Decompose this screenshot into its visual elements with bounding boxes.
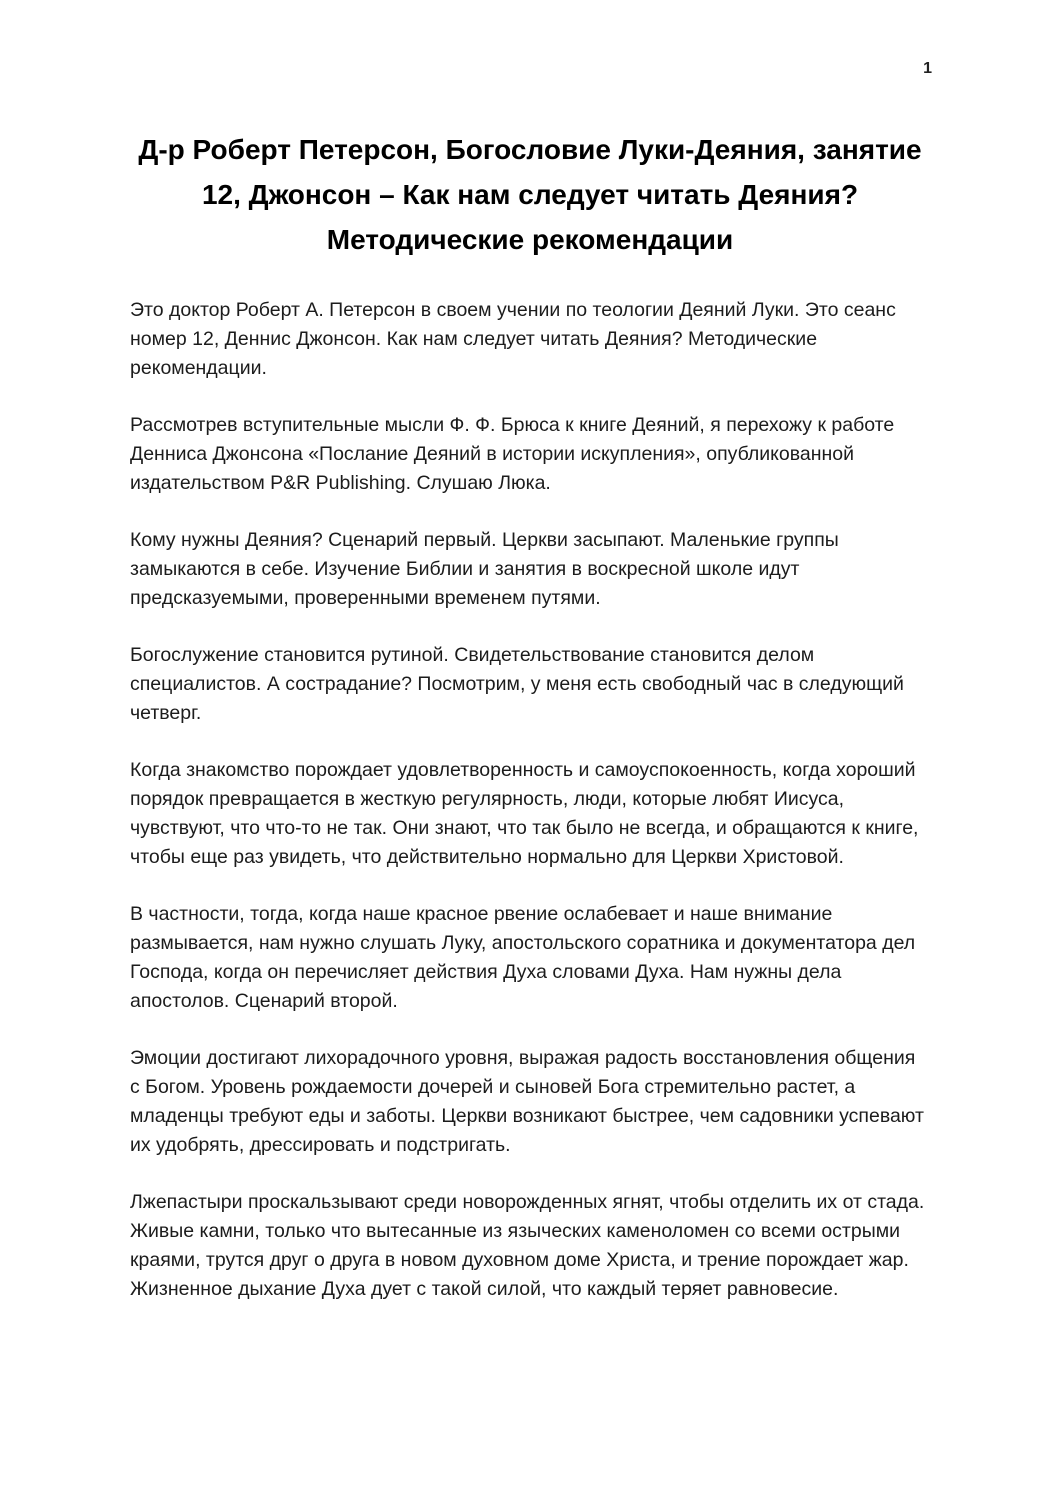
document-body — [130, 296, 930, 1304]
paragraph-2: Рассмотрев вступительные мысли Ф. Ф. Брюса к книге Деяний, я перехожу к работе Денниса Джонсона «Послание Деяний в истории искупления», опубликованной издательством P&R Publishing. Слушаю Люка. — [130, 414, 895, 495]
paragraph-5: Когда знакомство порождает удовлетворенность и самоуспокоенность, когда хороший порядок превращается в жесткую регулярность, люди, которые любят Иисуса, чувствуют, что что-то не так. Они знают, что так было не всегда, и обращаются к книге, чтобы еще раз увидеть, что действительно нормально для Церкви Христовой. — [130, 759, 919, 869]
paragraph-8: Лжепастыри проскальзывают среди новорожденных ягнят, чтобы отделить их от стада. Живые камни, только что вытесанные из языческих каменоломен со всеми острыми краями, трутся друг о друга в новом духовном доме Христа, и трение порождает жар. Жизненное дыхание Духа дует с такой силой, что каждый теряет равновесие. — [130, 1191, 925, 1301]
paragraph-1: Это доктор Роберт А. Петерсон в своем учении по теологии Деяний Луки. Это сеанс номер 12, Деннис Джонсон. Как нам следует читать Деяния? Методические рекомендации. — [130, 299, 896, 380]
document-subtitle: Методические рекомендации — [326, 223, 734, 255]
page-number: 1 — [923, 60, 932, 77]
paragraph-7: Эмоции достигают лихорадочного уровня, выражая радость восстановления общения с Богом. Уровень рождаемости дочерей и сыновей Бога стремительно растет, а младенцы требуют еды и заботы. Церкви возникают быстрее, чем садовники успевают их удобрять, дрессировать и подстригать. — [130, 1047, 924, 1157]
paragraph-3: Кому нужны Деяния? Сценарий первый. Церкви засыпают. Маленькие группы замыкаются в себе. Изучение Библии и занятия в воскресной школе идут предсказуемыми, проверенными временем путями. — [130, 529, 839, 610]
paragraph-4: Богослужение становится рутиной. Свидетельствование становится делом специалистов. А сострадание? Посмотрим, у меня есть свободный час в следующий четверг. — [130, 644, 904, 725]
document-title — [130, 128, 930, 262]
document-title-main: Д-р Роберт Петерсон, Богословие Луки-Деяния, занятие 12, Джонсон – Как нам следует читать Деяния? — [138, 134, 922, 210]
paragraph-6: В частности, тогда, когда наше красное рвение ослабевает и наше внимание размывается, нам нужно слушать Луку, апостольского соратника и документатора дел Господа, когда он перечисляет действия Духа словами Духа. Нам нужны дела апостолов. Сценарий второй. — [130, 903, 916, 1013]
